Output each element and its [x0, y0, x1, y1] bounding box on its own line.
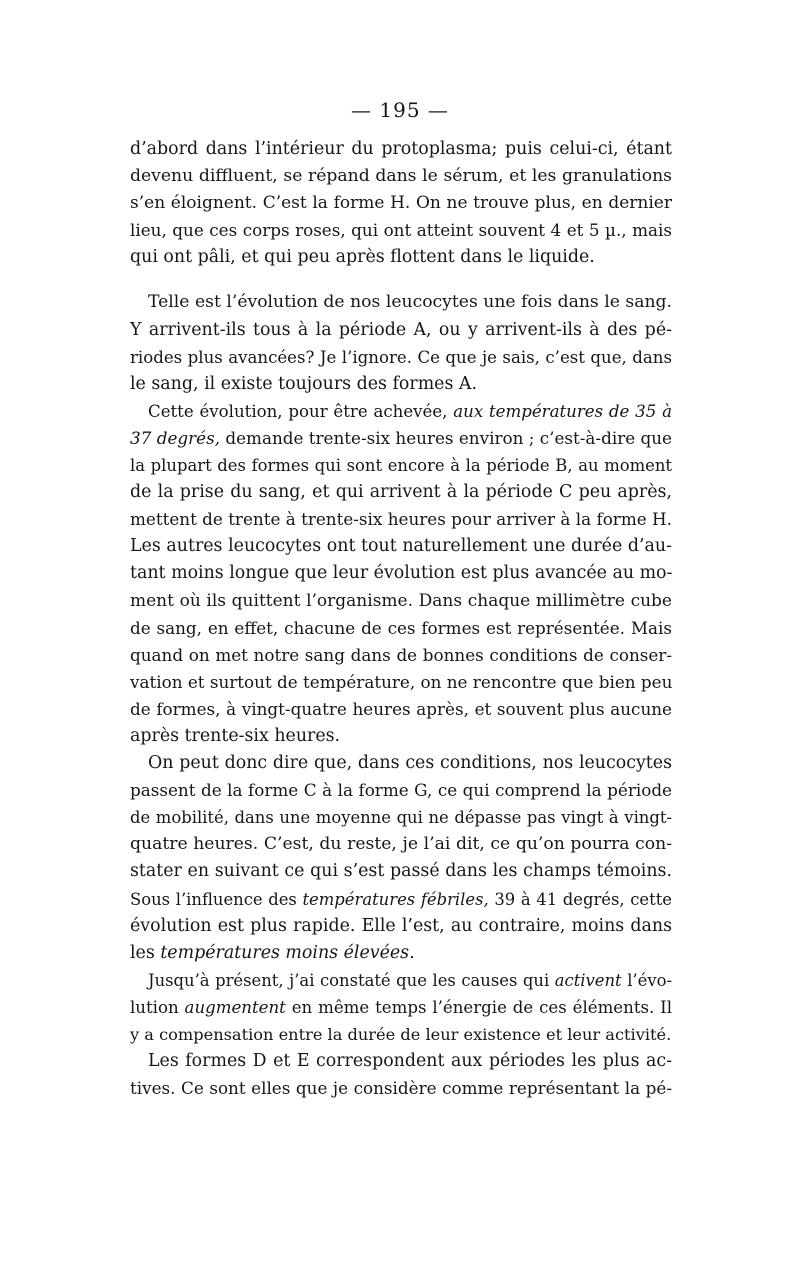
paragraph-3: [130, 398, 672, 750]
text-line: lieu, que ces corps roses, qui ont atteint souvent 4 et 5 µ., mais: [130, 220, 672, 241]
italic-phrase: activent: [554, 970, 622, 990]
text-line: [130, 425, 672, 452]
italic-phrase: 37 degrés,: [130, 427, 221, 448]
text-line: Y arrivent-ils tous à la période A, ou y arrivent-ils à des pé-: [130, 319, 672, 340]
text-line: riodes plus avancées? Je l’ignore. Ce que je sais, c’est que, dans: [130, 347, 672, 367]
text-run: Cette évolution, pour être achevée,: [148, 401, 448, 421]
text-line: Les autres leucocytes ont tout naturellement une durée d’au-: [130, 536, 672, 557]
text-run: l’évo-: [627, 970, 672, 990]
text-line: mettent de trente à trente-six heures pour arriver à la forme H.: [130, 509, 672, 530]
text-line: stater en suivant ce qui s’est passé dans les champs témoins.: [130, 861, 672, 882]
text-run: 39 à 41 degrés, cette: [494, 889, 672, 909]
text-line: tant moins longue que leur évolution est plus avancée au mo-: [130, 563, 672, 584]
paragraph-5: [130, 967, 672, 1048]
paragraph-2: [130, 289, 672, 397]
text-line: de sang, en effet, chacune de ces formes est représentée. Mais: [130, 617, 672, 638]
text-line: de formes, à vingt-quatre heures après, et souvent plus aucune: [130, 698, 672, 719]
text-line: vation et surtout de température, on ne rencontre que bien peu: [130, 671, 672, 692]
text-run: Jusqu’à présent, j’ai constaté que les causes qui: [148, 970, 550, 990]
text-line: ment où ils quittent l’organisme. Dans chaque millimètre cube: [130, 590, 672, 611]
text-line: [130, 940, 672, 967]
paragraph-6: [130, 1048, 672, 1102]
text-run: demande trente-six heures environ ; c’est-à-dire que: [225, 427, 672, 448]
text-line: le sang, il existe toujours des formes A.: [130, 373, 478, 394]
page-number: — 195 —: [351, 98, 449, 122]
text-line: de la prise du sang, et qui arrivent à la période C peu après,: [130, 482, 672, 503]
text-line: [130, 398, 672, 425]
text-line: la plupart des formes qui sont encore à la période B, au moment: [130, 456, 672, 476]
text-line: tives. Ce sont elles que je considère comme représentant la pé-: [130, 1078, 672, 1099]
text-line: qui ont pâli, et qui peu après flottent dans le liquide.: [130, 247, 595, 268]
text-line: d’abord dans l’intérieur du protoplasma; puis celui-ci, étant: [130, 139, 672, 159]
paragraph-gap: [130, 271, 672, 289]
text-line: On peut donc dire que, dans ces conditions, nos leucocytes: [148, 753, 672, 774]
italic-phrase: aux températures de 35 à: [453, 401, 672, 421]
italic-phrase: températures moins élevées.: [160, 942, 415, 963]
text-run: en même temps l’énergie de ces éléments. Il: [291, 997, 672, 1017]
text-line: y a compensation entre la durée de leur existence et leur activité.: [130, 1025, 672, 1044]
text-run: Sous l’influence des: [130, 889, 297, 909]
paragraph-4: [130, 750, 672, 967]
paragraph-1: [130, 136, 672, 271]
text-line: [130, 967, 672, 994]
text-line: Les formes D et E correspondent aux périodes les plus ac-: [148, 1051, 672, 1072]
text-line: quatre heures. C’est, du reste, je l’ai dit, ce qu’on pourra con-: [130, 834, 672, 855]
text-run: lution: [130, 997, 179, 1017]
text-line: [130, 886, 672, 913]
text-line: quand on met notre sang dans de bonnes conditions de conser-: [130, 644, 672, 665]
text-run: les: [130, 942, 155, 963]
text-line: s’en éloignent. C’est la forme H. On ne trouve plus, en dernier: [130, 193, 672, 214]
text-line: de mobilité, dans une moyenne qui ne dépasse pas vingt à vingt-: [130, 808, 672, 828]
body-text: [130, 136, 672, 1102]
italic-phrase: augmentent: [184, 997, 286, 1017]
text-line: après trente-six heures.: [130, 725, 341, 746]
text-line: [130, 994, 672, 1021]
text-line: évolution est plus rapide. Elle l’est, au contraire, moins dans: [130, 915, 672, 936]
text-line: devenu diffluent, se répand dans le sérum, et les granulations: [130, 166, 672, 187]
text-line: passent de la forme C à la forme G, ce qui comprend la période: [130, 780, 672, 801]
text-line: Telle est l’évolution de nos leucocytes une fois dans le sang.: [148, 292, 672, 313]
italic-phrase: températures fébriles,: [302, 889, 489, 909]
